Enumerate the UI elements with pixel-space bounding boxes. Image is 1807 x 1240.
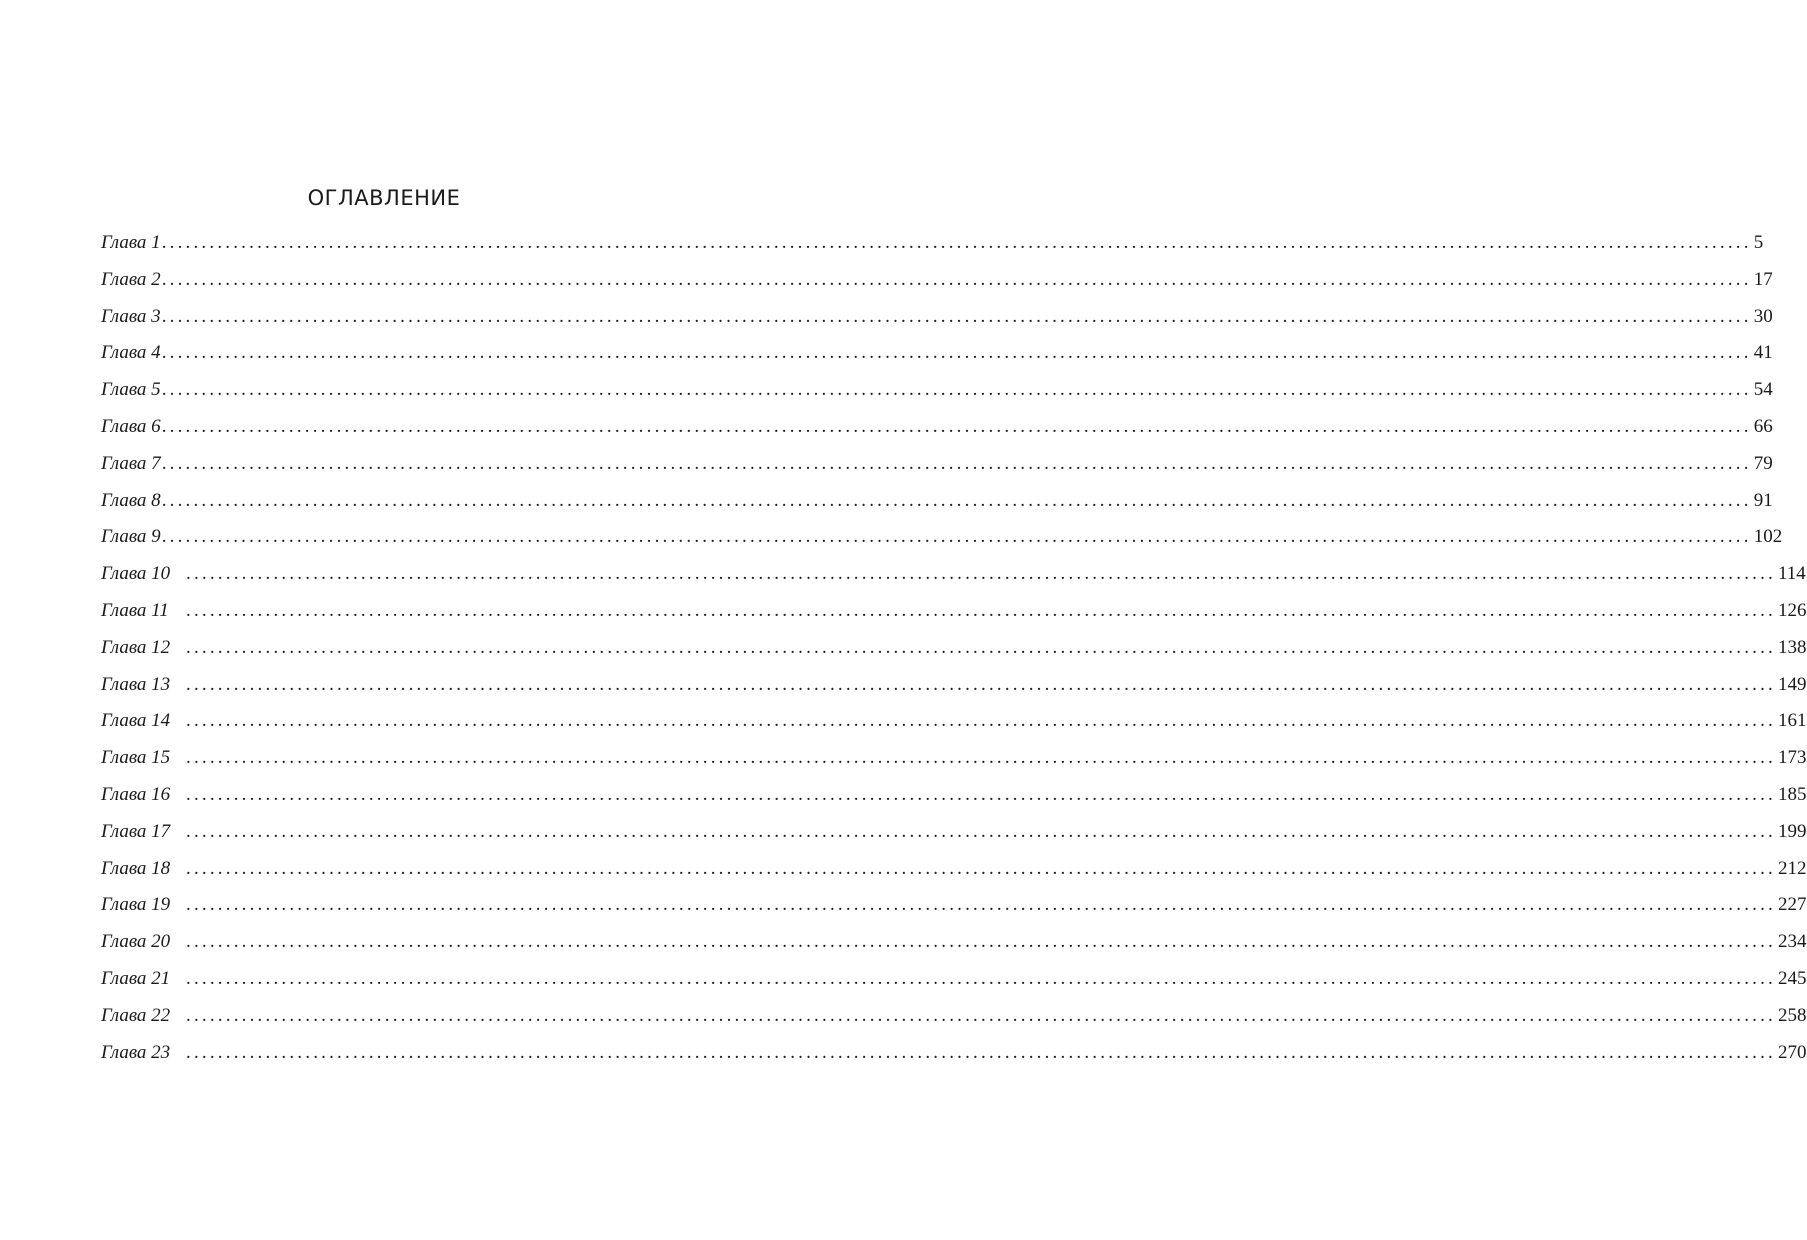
toc-entry (101, 783, 1807, 821)
toc-entry (101, 710, 1807, 747)
toc-entry (101, 342, 1773, 379)
toc-dot-leader: ........................................................................................................................................................................................................ (161, 232, 1752, 253)
toc-entry (101, 305, 1773, 343)
toc-entry (101, 599, 1807, 637)
toc-chapter-label: Глава 17 (101, 820, 171, 842)
toc-entry (101, 894, 1807, 931)
toc-page-number: 54 (1753, 379, 1773, 401)
toc-dot-leader: ........................................................................................................................................................................................................ (161, 526, 1752, 548)
toc-dot-leader: ........................................................................................................................................................................................................ (161, 268, 1752, 290)
toc-page-number: 212 (1778, 857, 1807, 879)
toc-entry (101, 526, 1783, 563)
toc-dot-leader: ........................................................................................................................................................................................................ (186, 1004, 1776, 1026)
toc-page-number: 91 (1753, 489, 1773, 511)
toc-chapter-label: Глава 5 (101, 379, 161, 401)
toc-page-number: 17 (1753, 268, 1773, 290)
toc-dot-leader: ........................................................................................................................................................................................................ (161, 489, 1752, 511)
toc-entry (101, 1004, 1807, 1042)
toc-chapter-label: Глава 9 (101, 526, 161, 548)
toc-dot-leader: ........................................................................................................................................................................................................ (161, 415, 1752, 437)
toc-page-number: 161 (1778, 710, 1807, 732)
toc-dot-leader: ........................................................................................................................................................................................................ (161, 379, 1752, 401)
toc-entry (101, 268, 1773, 306)
toc-dot-leader: ........................................................................................................................................................................................................ (186, 967, 1776, 989)
toc-entry (101, 747, 1807, 784)
toc-page-number: 185 (1778, 783, 1807, 805)
toc-chapter-label: Глава 20 (101, 931, 171, 953)
toc-chapter-label: Глава 2 (101, 268, 161, 290)
toc-entry (101, 1041, 1807, 1079)
toc-page-number: 102 (1753, 526, 1783, 548)
toc-page-number: 66 (1753, 415, 1773, 437)
toc-chapter-label: Глава 15 (101, 747, 171, 769)
toc-dot-leader: ........................................................................................................................................................................................................ (186, 820, 1776, 842)
toc-page-number: 126 (1778, 599, 1807, 621)
toc-entry (101, 489, 1773, 527)
toc-dot-leader: ........................................................................................................................................................................................................ (186, 931, 1776, 953)
toc-chapter-label: Глава 10 (101, 563, 171, 585)
toc-dot-leader: ........................................................................................................................................................................................................ (186, 894, 1776, 916)
toc-entry (101, 820, 1807, 858)
toc-page-number: 199 (1778, 820, 1807, 842)
toc-dot-leader: ........................................................................................................................................................................................................ (186, 673, 1776, 695)
toc-chapter-label: Глава 22 (101, 1004, 171, 1026)
toc-chapter-label: Глава 18 (101, 857, 171, 879)
toc-chapter-label: Глава 1 (101, 232, 161, 253)
toc-dot-leader: ........................................................................................................................................................................................................ (186, 1041, 1776, 1063)
toc-chapter-label: Глава 21 (101, 967, 171, 989)
toc-entry (101, 931, 1807, 968)
toc-chapter-label: Глава 12 (101, 636, 171, 658)
toc-entry (101, 636, 1807, 674)
toc-page-number: 138 (1778, 636, 1807, 658)
toc-page-number: 79 (1753, 452, 1773, 474)
toc-page-number: 30 (1753, 305, 1773, 327)
toc-chapter-label: Глава 13 (101, 673, 171, 695)
toc-dot-leader: ........................................................................................................................................................................................................ (161, 452, 1752, 474)
toc-dot-leader: ........................................................................................................................................................................................................ (186, 636, 1776, 658)
toc-chapter-label: Глава 14 (101, 710, 171, 732)
toc-page-number: 114 (1778, 563, 1806, 585)
toc-dot-leader: ........................................................................................................................................................................................................ (186, 710, 1776, 732)
toc-dot-leader: ........................................................................................................................................................................................................ (161, 305, 1752, 327)
toc-page-number: 5 (1753, 232, 1764, 253)
toc-entry (101, 415, 1773, 453)
toc-entry (101, 232, 1764, 269)
toc-list (101, 232, 1807, 1078)
toc-page-number: 227 (1778, 894, 1807, 916)
toc-chapter-label: Глава 4 (101, 342, 161, 364)
toc-entry (101, 379, 1773, 416)
toc-chapter-label: Глава 23 (101, 1041, 171, 1063)
toc-entry (101, 563, 1806, 600)
toc-chapter-label: Глава 7 (101, 452, 161, 474)
toc-dot-leader: ........................................................................................................................................................................................................ (161, 342, 1752, 364)
toc-entry (101, 967, 1807, 1005)
toc-page-number: 258 (1778, 1004, 1807, 1026)
toc-dot-leader: ........................................................................................................................................................................................................ (186, 857, 1776, 879)
toc-page-number: 234 (1778, 931, 1807, 953)
toc-entry (101, 857, 1807, 895)
toc-page-number: 270 (1778, 1041, 1807, 1063)
toc-chapter-label: Глава 8 (101, 489, 161, 511)
toc-page-number: 173 (1778, 747, 1807, 769)
toc-chapter-label: Глава 19 (101, 894, 171, 916)
toc-chapter-label: Глава 16 (101, 783, 171, 805)
toc-title: ОГЛАВЛЕНИЕ (307, 186, 461, 210)
toc-chapter-label: Глава 11 (101, 599, 169, 621)
toc-entry (101, 452, 1773, 490)
toc-dot-leader: ........................................................................................................................................................................................................ (186, 747, 1776, 769)
toc-page-number: 41 (1753, 342, 1773, 364)
toc-chapter-label: Глава 3 (101, 305, 161, 327)
toc-dot-leader: ........................................................................................................................................................................................................ (186, 563, 1776, 585)
toc-entry (101, 673, 1807, 711)
toc-page-number: 149 (1778, 673, 1807, 695)
toc-chapter-label: Глава 6 (101, 415, 161, 437)
toc-dot-leader: ........................................................................................................................................................................................................ (186, 783, 1776, 805)
toc-dot-leader: ........................................................................................................................................................................................................ (186, 599, 1776, 621)
toc-page-number: 245 (1778, 967, 1807, 989)
